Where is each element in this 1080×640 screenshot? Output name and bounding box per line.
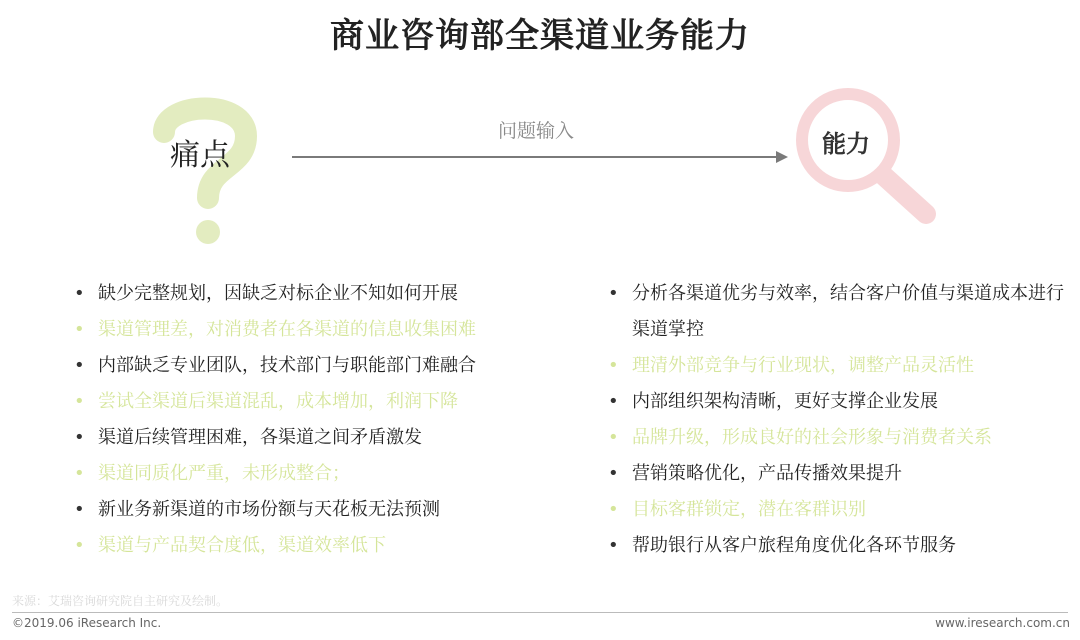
list-item: • 尝试全渠道后渠道混乱，成本增加，利润下降 — [72, 384, 476, 420]
list-item: • 帮助银行从客户旅程角度优化各环节服务 — [606, 528, 1072, 564]
list-item: • 理清外部竞争与行业现状，调整产品灵活性 — [606, 348, 1072, 384]
list-item: • 营销策略优化，产品传播效果提升 — [606, 456, 1072, 492]
list-item: • 渠道同质化严重，未形成整合； — [72, 456, 476, 492]
list-item: • 缺少完整规划，因缺乏对标企业不知如何开展 — [72, 276, 476, 312]
list-item: • 渠道与产品契合度低，渠道效率低下 — [72, 528, 476, 564]
list-item: • 新业务新渠道的市场份额与天花板无法预测 — [72, 492, 476, 528]
website-link[interactable]: www.iresearch.com.cn — [935, 616, 1070, 630]
pain-point-label: 痛点 — [170, 138, 230, 173]
list-item: • 内部缺乏专业团队，技术部门与职能部门难融合 — [72, 348, 476, 384]
arrow-right-icon — [290, 147, 790, 167]
list-item: • 渠道管理差，对消费者在各渠道的信息收集困难 — [72, 312, 476, 348]
page-title: 商业咨询部全渠道业务能力 — [330, 16, 750, 56]
arrow-label: 问题输入 — [498, 120, 575, 142]
list-item: • 内部组织架构清晰，更好支撑企业发展 — [606, 384, 1072, 420]
footer-divider — [12, 612, 1068, 613]
pain-point-list — [72, 276, 476, 564]
list-item: • 分析各渠道优劣与效率，结合客户价值与渠道成本进行渠道掌控 — [606, 276, 1072, 348]
magnifier-icon — [790, 84, 950, 234]
list-item: • 品牌升级，形成良好的社会形象与消费者关系 — [606, 420, 1072, 456]
ability-label: 能力 — [822, 130, 870, 158]
list-item: • 目标客群锁定，潜在客群识别 — [606, 492, 1072, 528]
list-item: • 渠道后续管理困难，各渠道之间矛盾激发 — [72, 420, 476, 456]
ability-list — [606, 276, 1072, 564]
copyright: ©2019.06 iResearch Inc. — [12, 616, 162, 630]
source-note: 来源：艾瑞咨询研究院自主研究及绘制。 — [12, 594, 229, 608]
